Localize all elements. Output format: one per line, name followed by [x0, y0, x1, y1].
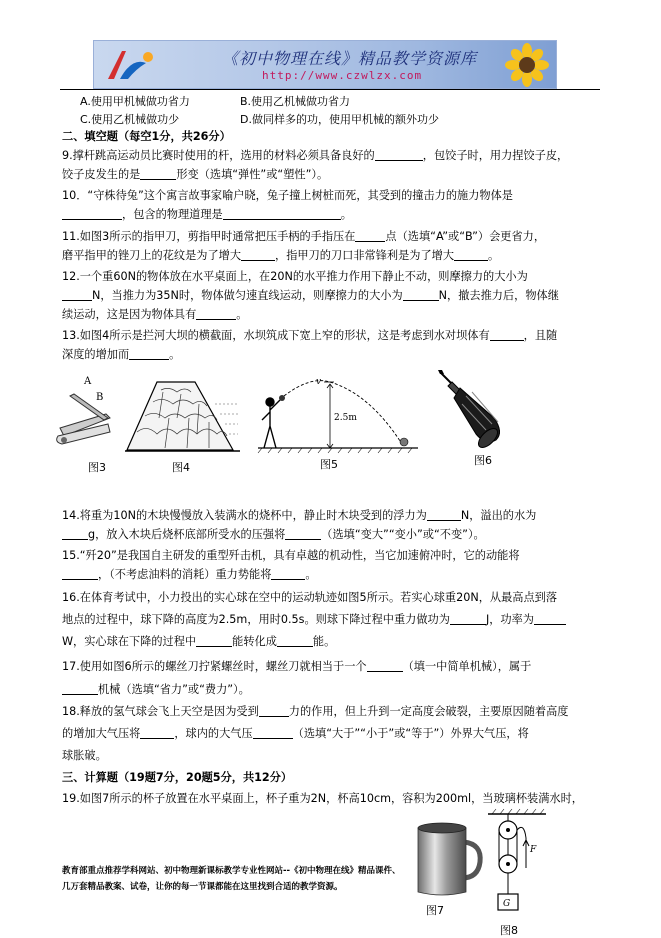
fig7-caption: 图7 [426, 904, 444, 917]
footer-line1: 教育部重点推荐学科网站、初中物理新课标教学专业性网站--《初中物理在线》精品课件、 [62, 866, 401, 876]
q9-text-3: 饺子皮发生的是 [62, 168, 141, 181]
q16-text-3: W，实心球在下降的过程中 [62, 635, 197, 648]
q13-text-4: 。 [169, 348, 181, 361]
q14-text-3: g，放入木块后烧杯底部所受水的压强将 [88, 528, 286, 541]
q18-line3: 球胀破。 [62, 749, 107, 762]
q13-line2 [62, 346, 180, 362]
q13-line1 [62, 327, 557, 343]
q15-blank-1[interactable] [62, 568, 98, 580]
q16-blank-1[interactable] [450, 613, 486, 625]
q17-text-1: 17.使用如图6所示的螺丝刀拧紧螺丝时，螺丝刀就相当于一个 [62, 660, 367, 673]
q12-line1: 12.一个重60N的物体放在水平桌面上，在20N的水平推力作用下静止不动，则摩擦力的大小为 [62, 270, 528, 283]
q14-blank-2[interactable] [62, 528, 88, 540]
q12-blank-3[interactable] [196, 308, 236, 320]
q15-line2 [62, 566, 317, 582]
q16-text-4: 能转化成 [232, 635, 277, 648]
q15-line1: 15.“歼20”是我国自主研发的重型歼击机，具有卓越的机动性，当它加速俯冲时，它的动能将 [62, 549, 520, 562]
q18-text-4: ，球内的大气压 [174, 727, 253, 740]
q16-text-1: 地点的过程中，球下降的高度为2.5m，用时0.5s。则球下降过程中重力做功为 [62, 613, 450, 626]
q10-blank-2[interactable] [223, 208, 341, 220]
q10-text-2: 。 [340, 208, 352, 221]
sunflower-icon [502, 43, 552, 87]
q14-text-2: N，溢出的水为 [460, 509, 537, 522]
site-logo-icon [102, 47, 162, 83]
q17-text-2: （填一中简单机械），属于 [402, 660, 532, 673]
q16-text-5: 能。 [312, 635, 336, 648]
q18-text-5: （选填“大于”“小于”或“等于”）外界大气压，将 [292, 727, 529, 740]
q11-text-4: ，指甲刀的刀口非常锋利是为了增大 [275, 249, 455, 262]
option-b: B.使用乙机械做功省力 [240, 95, 351, 108]
q18-blank-1[interactable] [259, 705, 289, 717]
q11-line1 [62, 228, 545, 244]
q9-text-1: 9.撑杆跳高运动员比赛时使用的杆，选用的材料必须具备良好的 [62, 149, 375, 162]
q16-line3 [62, 633, 335, 649]
q17-line2 [62, 681, 250, 697]
q11-text-1: 11.如图3所示的指甲刀，剪指甲时通常把压手柄的手指压在 [62, 230, 356, 243]
point-b-label: B [96, 392, 104, 403]
q19-line1: 19.如图7所示的杯子放置在水平桌面上，杯子重为2N，杯高10cm，容积为200ml，当玻璃杯装满水时， [62, 792, 583, 805]
q10-text-1: ，包含的物理道理是 [122, 208, 223, 221]
fig5-caption: 图5 [320, 458, 338, 471]
fig6-caption: 图6 [474, 454, 492, 467]
q18-text-3: 的增加大气压将 [62, 727, 141, 740]
q13-text-3: 深度的增加而 [62, 348, 130, 361]
q9-text-2: ，包饺子时，用力捏饺子皮， [422, 149, 569, 162]
banner-url[interactable]: http://www.czwlzx.com [262, 69, 423, 82]
q12-text-1: N，当推力为35N时，物体做匀速直线运动，则摩擦力的大小为 [92, 289, 403, 302]
banner-title: 《初中物理在线》精品教学资源库 [222, 49, 478, 68]
q14-blank-1[interactable] [427, 509, 461, 521]
q18-blank-2[interactable] [140, 727, 174, 739]
nail-clipper-figure [50, 370, 120, 455]
q18-text-1: 18.释放的氢气球会飞上天空是因为受到 [62, 705, 259, 718]
q14-blank-3[interactable] [285, 528, 321, 540]
q11-line2 [62, 247, 499, 263]
screwdriver-figure [432, 366, 522, 450]
section-3-title: 三、计算题（19题7分，20题5分，共12分） [62, 771, 293, 784]
q16-blank-3[interactable] [196, 635, 232, 647]
q9-text-4: 形变（选填“弹性”或“塑性”）。 [176, 168, 329, 181]
pulley-figure [486, 808, 548, 920]
footer-line2: 几万套精品教案、试卷，让你的每一节课都能在这里找到合适的教学资源。 [62, 882, 343, 892]
q10-line1: 10．“守株待兔”这个寓言故事家喻户晓，兔子撞上树桩而死，其受到的撞击力的施力物体是 [62, 189, 513, 202]
option-d: D.做同样多的功，使用甲机械的额外功少 [240, 113, 439, 126]
q9-blank-1[interactable] [375, 149, 423, 161]
fig3-caption: 图3 [88, 461, 106, 474]
option-c: C.使用乙机械做功少 [80, 113, 180, 126]
q18-line1 [62, 703, 569, 719]
height-label: 2.5m [334, 413, 357, 423]
point-a-label: A [84, 376, 92, 387]
q12-blank-2[interactable] [403, 289, 439, 301]
q9-line1 [62, 147, 568, 163]
q18-blank-3[interactable] [253, 727, 293, 739]
q17-text-3: 机械（选填“省力”或“费力”）。 [98, 683, 250, 696]
q15-text-1: ，（不考虑油料的消耗）重力势能将 [98, 568, 272, 581]
fig4-caption: 图4 [172, 461, 190, 474]
q13-text-2: ，且随 [523, 329, 558, 342]
velocity-label: v [316, 377, 322, 387]
q10-blank-1[interactable] [62, 208, 122, 220]
q11-text-5: 。 [488, 249, 500, 262]
q16-blank-2[interactable] [534, 613, 566, 625]
q11-blank-3[interactable] [454, 249, 488, 261]
cup-figure [412, 820, 484, 900]
header-banner [93, 40, 557, 89]
force-label: F [530, 845, 537, 855]
option-a: A.使用甲机械做功省力 [80, 95, 190, 108]
dam-figure [125, 378, 240, 456]
q16-blank-4[interactable] [277, 635, 313, 647]
q14-line2 [62, 526, 485, 542]
q16-line2 [62, 611, 566, 627]
q18-text-2: 力的作用，但上升到一定高度会破裂，主要原因随着高度 [288, 705, 569, 718]
q12-text-4: 。 [236, 308, 248, 321]
q11-text-3: 磨平指甲的锉刀上的花纹是为了增大 [62, 249, 242, 262]
header-rule [60, 89, 600, 90]
q13-text-1: 13.如图4所示是拦河大坝的横截面，水坝筑成下宽上窄的形状，这是考虑到水对坝体有 [62, 329, 490, 342]
q12-blank-1[interactable] [62, 289, 92, 301]
q10-line2 [62, 206, 352, 222]
q12-line3 [62, 306, 247, 322]
q16-text-2: J，功率为 [485, 613, 534, 626]
q14-line1 [62, 507, 536, 523]
q16-line1: 16.在体育考试中，小力投出的实心球在空中的运动轨迹如图5所示。若实心球重20N，从最高点到落 [62, 591, 558, 604]
q15-text-2: 。 [305, 568, 317, 581]
q11-blank-1[interactable] [355, 230, 385, 242]
q11-blank-2[interactable] [241, 249, 275, 261]
weight-label: G [503, 899, 511, 909]
q12-text-3: 续运动，这是因为物体具有 [62, 308, 197, 321]
q15-blank-2[interactable] [271, 568, 305, 580]
q9-blank-2[interactable] [140, 168, 176, 180]
q13-blank-2[interactable] [129, 348, 169, 360]
q14-text-1: 14.将重为10N的木块慢慢放入装满水的烧杯中，静止时木块受到的浮力为 [62, 509, 427, 522]
q13-blank-1[interactable] [490, 329, 524, 341]
q18-line2 [62, 725, 529, 741]
section-2-title: 二、填空题（每空1分，共26分） [62, 130, 231, 143]
q17-line1 [62, 658, 531, 674]
q14-text-4: （选填“变大”“变小”或“不变”）。 [321, 528, 485, 541]
q17-blank-2[interactable] [62, 683, 98, 695]
fig8-caption: 图8 [500, 924, 518, 937]
q11-text-2: 点（选填“A”或“B”）会更省力， [385, 230, 546, 243]
q17-blank-1[interactable] [367, 660, 403, 672]
q12-text-2: N，撤去推力后，物体继 [438, 289, 559, 302]
q12-line2 [62, 287, 559, 303]
shot-put-figure [250, 376, 420, 454]
q9-line2 [62, 166, 328, 182]
